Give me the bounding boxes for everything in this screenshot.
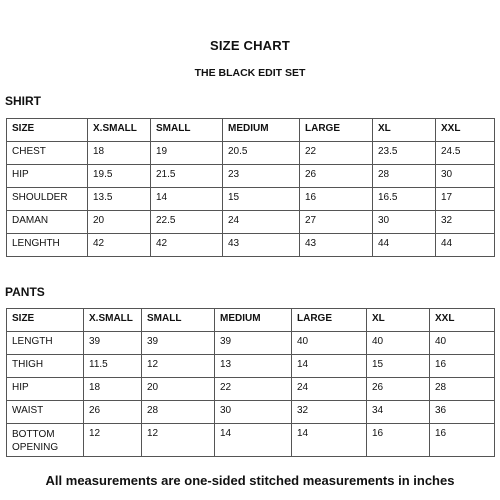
table-cell: 40 xyxy=(292,332,367,355)
table-cell: 15 xyxy=(223,188,300,211)
table-cell: 16 xyxy=(430,424,495,457)
table-cell: 28 xyxy=(430,378,495,401)
table-cell: 14 xyxy=(151,188,223,211)
table-cell: 40 xyxy=(367,332,430,355)
table-cell: 24 xyxy=(292,378,367,401)
table-header-row xyxy=(7,119,495,142)
header-cell: X.SMALL xyxy=(84,309,142,332)
table-cell: 22 xyxy=(215,378,292,401)
table-cell: 14 xyxy=(215,424,292,457)
table-cell: 24 xyxy=(223,211,300,234)
table-cell: 16.5 xyxy=(373,188,436,211)
table-cell: 18 xyxy=(84,378,142,401)
header-cell: XL xyxy=(373,119,436,142)
table-header-row xyxy=(7,309,495,332)
table-row xyxy=(7,211,495,234)
table-cell: 20 xyxy=(88,211,151,234)
row-label-cell: BOTTOM OPENING xyxy=(7,424,84,457)
table-cell: 16 xyxy=(367,424,430,457)
table-row xyxy=(7,188,495,211)
table-cell: 12 xyxy=(142,424,215,457)
header-cell: SIZE xyxy=(7,309,84,332)
table-cell: 16 xyxy=(430,355,495,378)
row-label-cell: SHOULDER xyxy=(7,188,88,211)
table-cell: 43 xyxy=(223,234,300,257)
table-cell: 36 xyxy=(430,401,495,424)
header-cell: XXL xyxy=(436,119,495,142)
row-label-cell: THIGH xyxy=(7,355,84,378)
table-cell: 20 xyxy=(142,378,215,401)
table-cell: 28 xyxy=(142,401,215,424)
table-cell: 16 xyxy=(300,188,373,211)
row-label-cell: DAMAN xyxy=(7,211,88,234)
table-row xyxy=(7,142,495,165)
table-cell: 11.5 xyxy=(84,355,142,378)
table-cell: 39 xyxy=(142,332,215,355)
table-cell: 34 xyxy=(367,401,430,424)
header-cell: SMALL xyxy=(151,119,223,142)
row-label-cell: LENGHTH xyxy=(7,234,88,257)
table-cell: 17 xyxy=(436,188,495,211)
table-cell: 30 xyxy=(215,401,292,424)
table-cell: 20.5 xyxy=(223,142,300,165)
table-cell: 39 xyxy=(84,332,142,355)
table-cell: 23.5 xyxy=(373,142,436,165)
table-row xyxy=(7,401,495,424)
page-subtitle: THE BLACK EDIT SET xyxy=(194,67,306,79)
table-cell: 13.5 xyxy=(88,188,151,211)
row-label-cell: LENGTH xyxy=(7,332,84,355)
table-cell: 15 xyxy=(367,355,430,378)
table-cell: 27 xyxy=(300,211,373,234)
table-row xyxy=(7,234,495,257)
table-cell: 19 xyxy=(151,142,223,165)
table-cell: 18 xyxy=(88,142,151,165)
table-cell: 40 xyxy=(430,332,495,355)
header-cell: MEDIUM xyxy=(215,309,292,332)
table-row xyxy=(7,355,495,378)
page-title: SIZE CHART xyxy=(210,38,290,53)
table-cell: 12 xyxy=(142,355,215,378)
table-cell: 19.5 xyxy=(88,165,151,188)
pants-size-table xyxy=(6,308,495,457)
table-cell: 39 xyxy=(215,332,292,355)
table-cell: 14 xyxy=(292,355,367,378)
table-row xyxy=(7,165,495,188)
measurement-footnote: All measurements are one-sided stitched measurements in inches xyxy=(45,473,455,488)
table-cell: 21.5 xyxy=(151,165,223,188)
table-cell: 30 xyxy=(436,165,495,188)
header-cell: MEDIUM xyxy=(223,119,300,142)
table-cell: 32 xyxy=(292,401,367,424)
row-label-cell: CHEST xyxy=(7,142,88,165)
table-cell: 26 xyxy=(367,378,430,401)
row-label-cell: HIP xyxy=(7,165,88,188)
table-cell: 28 xyxy=(373,165,436,188)
table-cell: 26 xyxy=(300,165,373,188)
table-row xyxy=(7,424,495,457)
table-cell: 22 xyxy=(300,142,373,165)
table-cell: 12 xyxy=(84,424,142,457)
table-cell: 24.5 xyxy=(436,142,495,165)
header-cell: X.SMALL xyxy=(88,119,151,142)
shirt-section-label: SHIRT xyxy=(5,94,41,108)
table-cell: 44 xyxy=(373,234,436,257)
header-cell: SIZE xyxy=(7,119,88,142)
table-cell: 22.5 xyxy=(151,211,223,234)
table-cell: 42 xyxy=(151,234,223,257)
table-row xyxy=(7,378,495,401)
header-cell: SMALL xyxy=(142,309,215,332)
header-cell: XL xyxy=(367,309,430,332)
table-cell: 23 xyxy=(223,165,300,188)
header-cell: LARGE xyxy=(292,309,367,332)
table-cell: 26 xyxy=(84,401,142,424)
table-cell: 13 xyxy=(215,355,292,378)
table-cell: 42 xyxy=(88,234,151,257)
table-cell: 14 xyxy=(292,424,367,457)
table-cell: 32 xyxy=(436,211,495,234)
table-cell: 43 xyxy=(300,234,373,257)
row-label-cell: HIP xyxy=(7,378,84,401)
table-cell: 30 xyxy=(373,211,436,234)
table-row xyxy=(7,332,495,355)
header-cell: LARGE xyxy=(300,119,373,142)
row-label-cell: WAIST xyxy=(7,401,84,424)
table-cell: 44 xyxy=(436,234,495,257)
pants-section-label: PANTS xyxy=(5,285,45,299)
shirt-size-table xyxy=(6,118,495,257)
header-cell: XXL xyxy=(430,309,495,332)
